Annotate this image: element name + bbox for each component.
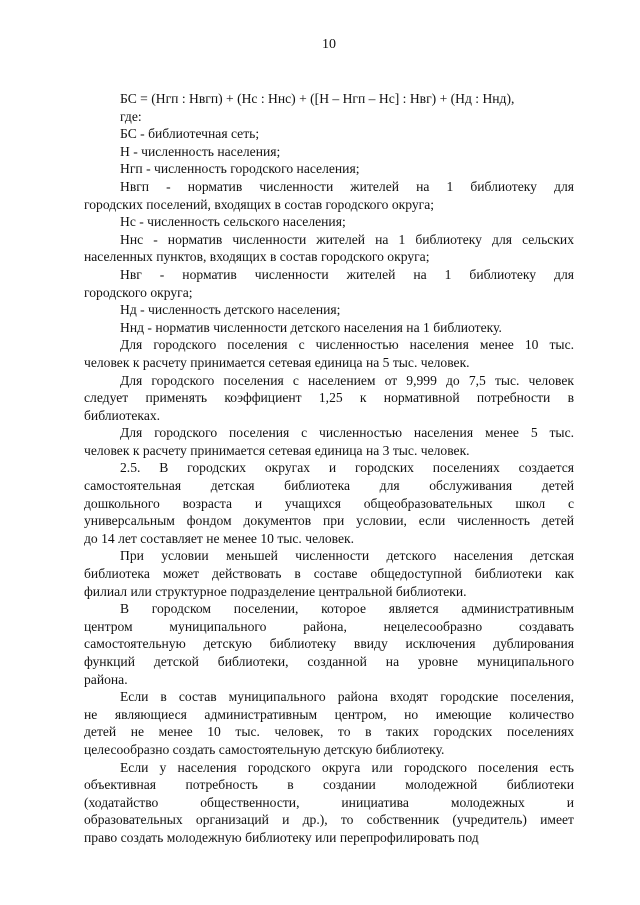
- text-line: объективная потребность в создании молодежной библиотеки: [84, 777, 574, 793]
- text-line: населенных пунктов, входящих в состав городского округа;: [84, 249, 430, 265]
- text-line: Ннс - норматив численности жителей на 1 библиотеку для сельских: [120, 231, 574, 247]
- text-line: универсальным фондом документов при условии, если численность детей: [84, 513, 574, 529]
- paragraph: [84, 459, 574, 547]
- paragraph: [84, 372, 574, 425]
- paragraph: [84, 424, 574, 459]
- formula: БС = (Нгп : Нвгп) + (Нс : Ннс) + ([Н – Нгп – Нс] : Нвг) + (Нд : Ннд),: [120, 91, 515, 106]
- text-line: Для городского поселения с населением от 9,999 до 7,5 тыс. человек: [120, 372, 574, 388]
- text-line: целесообразно создать самостоятельную детскую библиотеку.: [84, 741, 445, 757]
- text-line: функций детской библиотеки, созданной на уровне муниципального: [84, 654, 574, 669]
- paragraph: [84, 759, 574, 847]
- page-number: 10: [322, 37, 336, 52]
- text-line: человек к расчету принимается сетевая единица на 5 тыс. человек.: [84, 354, 470, 370]
- where-label: где:: [120, 108, 142, 124]
- text-line: самостоятельную детскую библиотеку ввиду исключения дублирования: [84, 636, 574, 652]
- text-line: Если в состав муниципального района входят городские поселения,: [120, 689, 574, 705]
- text-line: до 14 лет составляет не менее 10 тыс. человек.: [84, 530, 355, 546]
- text-line: В городском поселении, которое является административным: [120, 601, 574, 617]
- definition-item: [84, 125, 574, 143]
- text-line: городских поселений, входящих в состав городского округа;: [84, 196, 435, 212]
- paragraph: [84, 336, 574, 371]
- text-line: Для городского поселения с численностью населения менее 10 тыс.: [120, 337, 574, 353]
- document-body: [84, 90, 574, 847]
- text-line: Для городского поселения с численностью населения менее 5 тыс.: [120, 425, 574, 441]
- definition-item: [84, 178, 574, 213]
- text-line: Нгп - численность городского населения;: [120, 161, 360, 177]
- text-line: Ннд - норматив численности детского населения на 1 библиотеку.: [120, 319, 502, 335]
- definition-item: [84, 213, 574, 231]
- text-line: Н - численность населения;: [120, 143, 281, 159]
- text-line: Если у населения городского округа или городского поселения есть: [120, 759, 574, 775]
- definition-item: [84, 301, 574, 319]
- text-line: БС - библиотечная сеть;: [120, 126, 260, 142]
- definitions-list: [84, 125, 574, 336]
- text-line: не являющиеся административным центром, но имеющие количество: [84, 706, 574, 722]
- text-line: образовательных организаций и др.), то собственник (учредитель) имеет: [84, 812, 574, 828]
- text-line: 2.5. В городских округах и городских поселениях создается: [120, 460, 574, 476]
- text-line: При условии меньшей численности детского населения детская: [120, 548, 574, 564]
- text-line: Нвг - норматив численности жителей на 1 библиотеку для: [120, 266, 574, 282]
- text-line: Нс - численность сельского населения;: [120, 214, 346, 230]
- text-line: дошкольного возраста и учащихся общеобразовательных школ с: [84, 495, 574, 511]
- text-line: Нвгп - норматив численности жителей на 1 библиотеку для: [120, 178, 574, 194]
- definition-item: [84, 160, 574, 178]
- text-line: самостоятельная детская библиотека для обслуживания детей: [84, 478, 574, 494]
- paragraph: [84, 600, 574, 688]
- text-line: филиал или структурное подразделение центральной библиотеки.: [84, 583, 467, 599]
- text-line: центром муниципального района, нецелесообразно создавать: [84, 618, 574, 634]
- text-line: библиотеках.: [84, 407, 161, 423]
- text-line: детей не менее 10 тыс. человек, то в таких городских поселениях: [84, 724, 574, 740]
- text-line: библиотека может действовать в составе общедоступной библиотеки как: [84, 566, 574, 582]
- paragraph: [84, 547, 574, 600]
- definition-item: [84, 231, 574, 266]
- text-line: человек к расчету принимается сетевая единица на 3 тыс. человек.: [84, 442, 470, 458]
- definition-item: [84, 266, 574, 301]
- text-line: право создать молодежную библиотеку или перепрофилировать под: [84, 829, 479, 845]
- paragraphs: [84, 336, 574, 846]
- definition-item: [84, 319, 574, 337]
- text-line: Нд - численность детского населения;: [120, 302, 341, 318]
- text-line: следует применять коэффициент 1,25 к нормативной потребности в: [84, 390, 574, 406]
- text-line: (ходатайство общественности, инициатива молодежных и: [84, 794, 574, 810]
- definition-item: [84, 143, 574, 161]
- text-line: городского округа;: [84, 284, 193, 300]
- text-line: района.: [84, 671, 128, 687]
- paragraph: [84, 688, 574, 758]
